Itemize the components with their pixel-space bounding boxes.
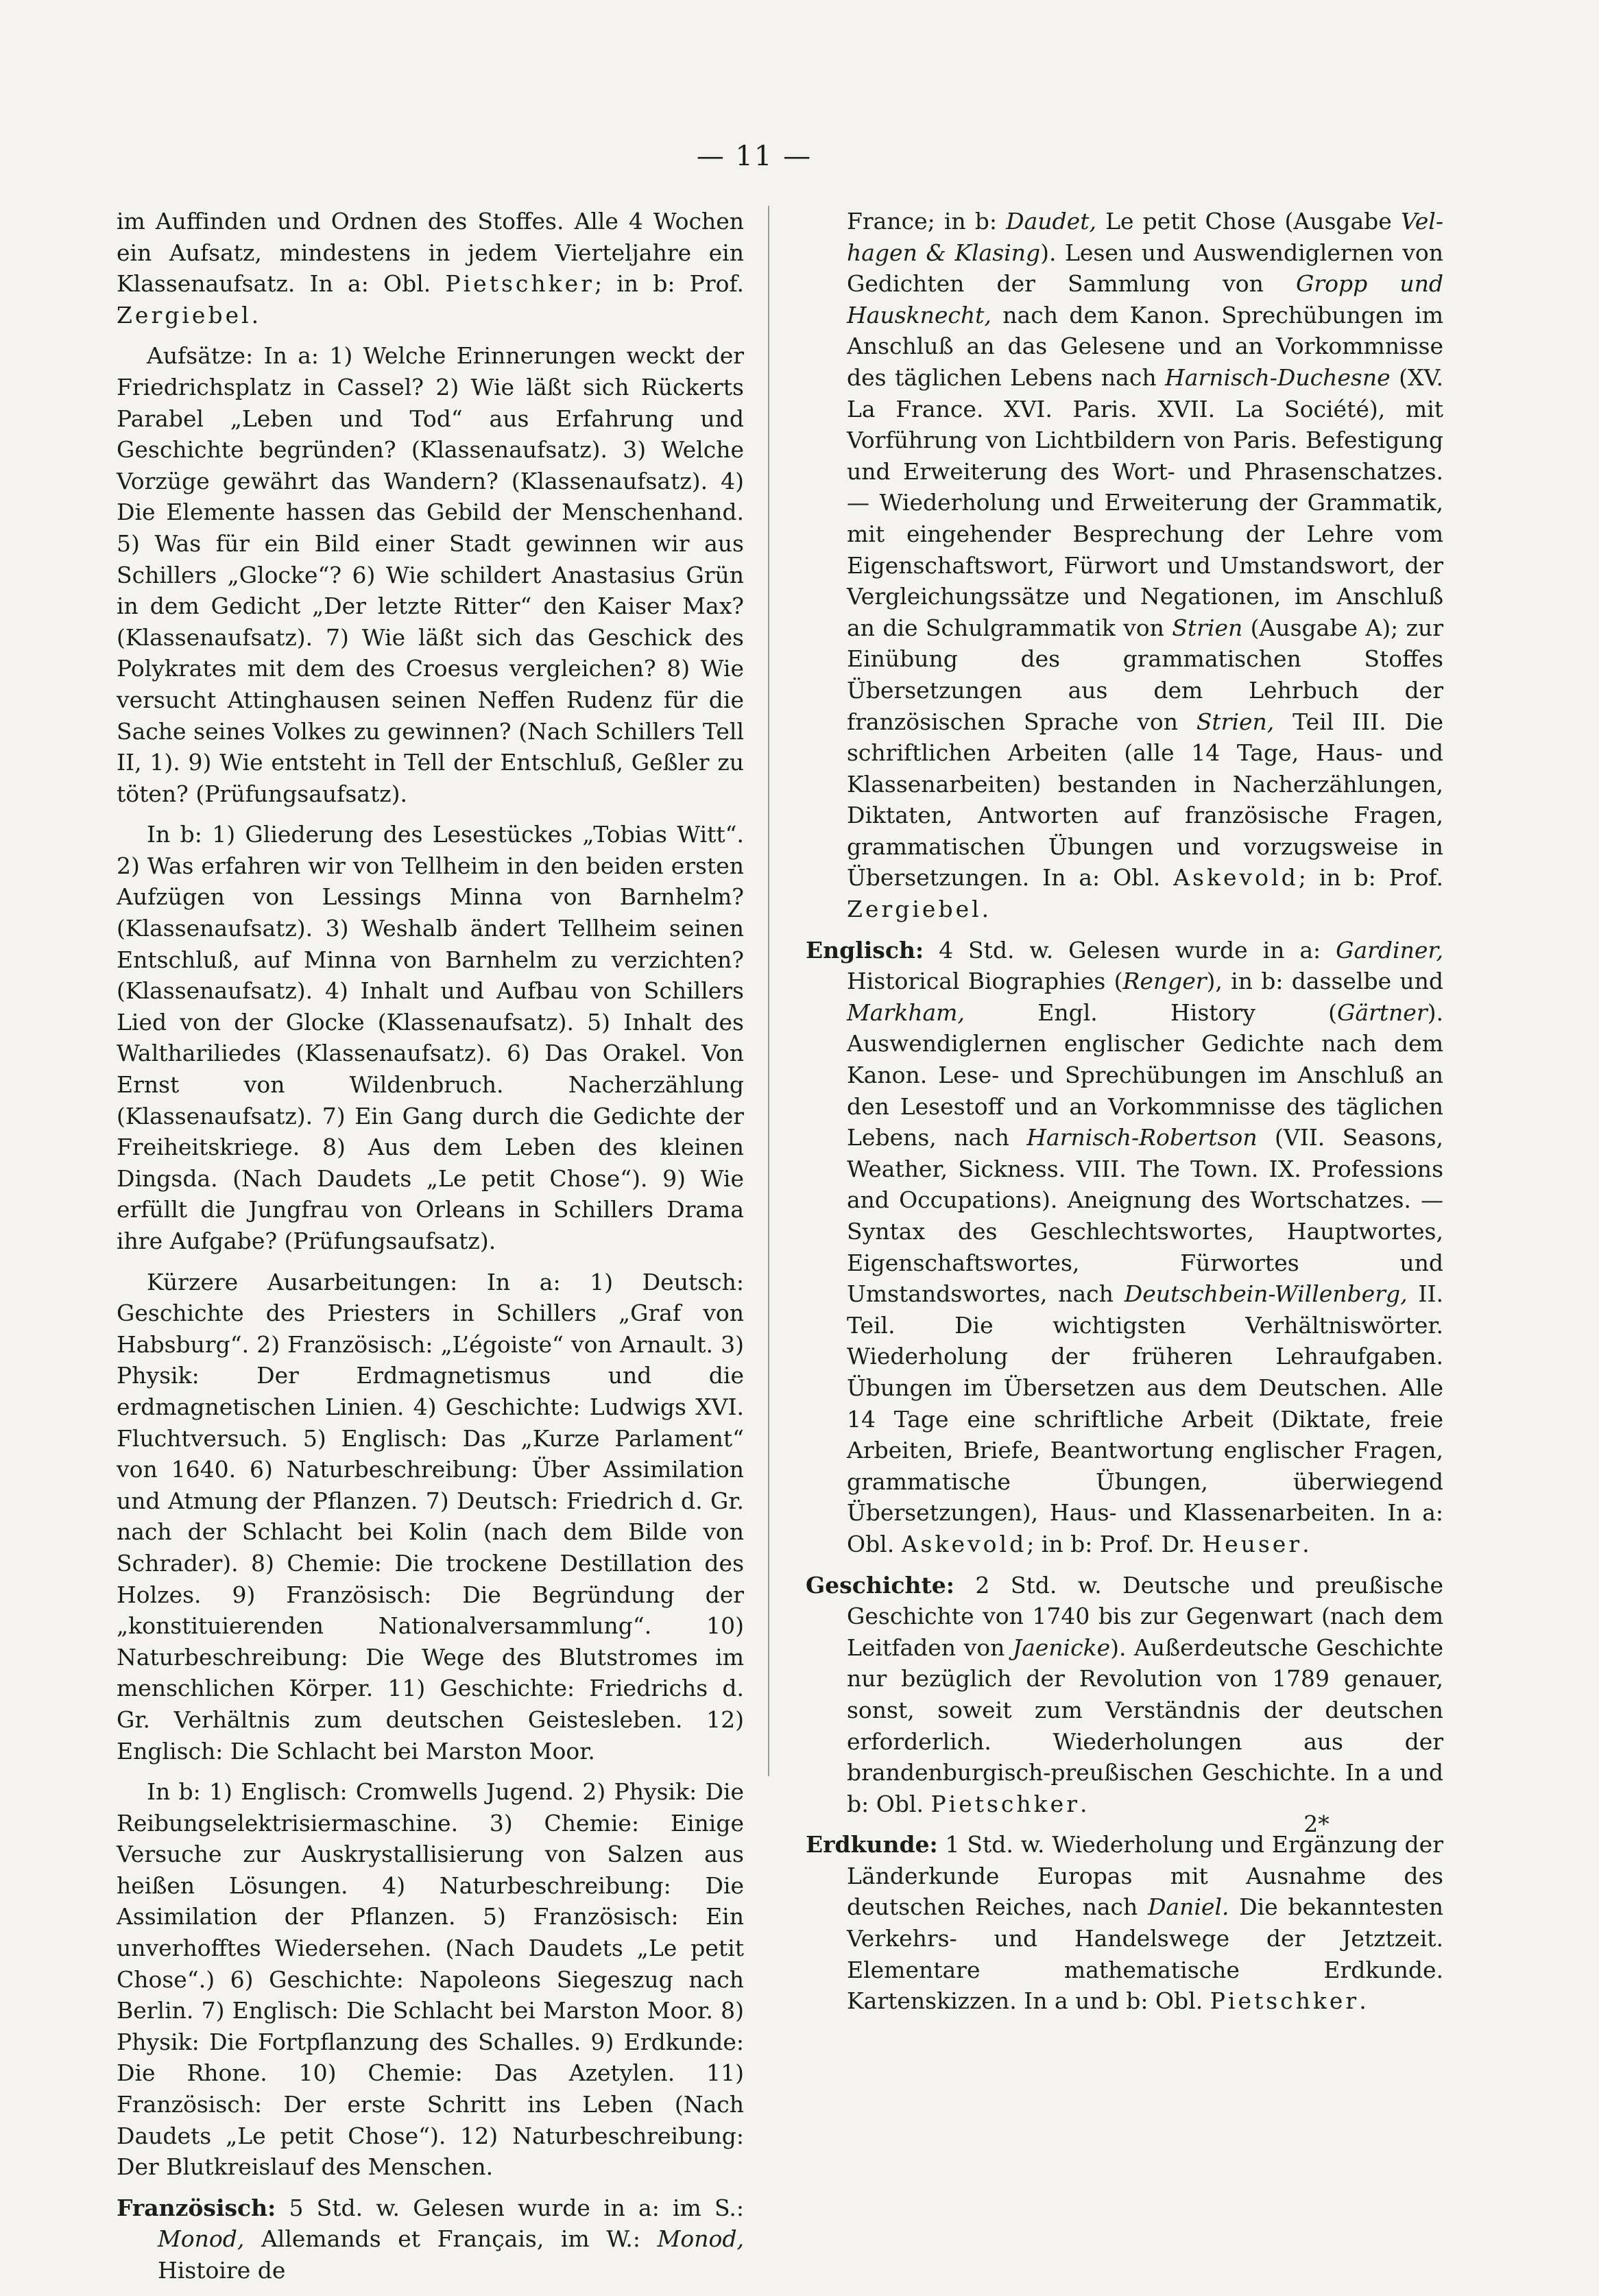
section-heading: Erdkunde: xyxy=(806,1831,938,1858)
paragraph-franzoesisch-cont: France; in b: Daudet, Le petit Chose (Ausgabe Velhagen & Klasing). Lesen und Auswendiglernen von Gedichten der Sammlung von Gropp und Hausknecht, nach dem Kanon. Sprechübungen im Anschluß an das Gelesene und an Vorkommnisse des täglichen Lebens nach Harnisch-Duchesne (XV. La France. XVI. Paris. XVII. La Société), mit Vorführung von Lichtbildern von Paris. Befestigung und Erweiterung des Wort- und Phrasenschatzes. — Wiederholung und Erweiterung der Grammatik, mit eingehender Besprechung der Lehre vom Eigenschaftswort, Fürwort und Umstandswort, der Vergleichungssätze und Negationen, im Anschluß an die Schulgrammatik von Strien (Ausgabe A); zur Einübung des grammatischen Stoffes Übersetzungen aus dem Lehrbuch der französischen Sprache von Strien, Teil III. Die schriftlichen Arbeiten (alle 14 Tage, Haus- und Klassenarbeiten) bestanden in Nacherzählungen, Diktaten, Antworten auf französische Fragen, grammatischen Übungen und vorzugsweise in Übersetzungen. In a: Obl. Askevold; in b: Prof. Zergiebel. xyxy=(847,208,1444,923)
section-erdkunde: Erdkunde: 1 Std. w. Wiederholung und Ergänzung der Länderkunde Europas mit Ausnahme des deutschen Reiches, nach Daniel. Die bekanntesten Verkehrs- und Handelswege der Jetztzeit. Elementare mathematische Erdkunde. Kartenskizzen. In a und b: Obl. Pietschker. xyxy=(806,1831,1444,2015)
section-heading: Französisch: xyxy=(117,2194,276,2221)
section-heading: Englisch: xyxy=(806,936,924,964)
section-franzoesisch: Französisch: 5 Std. w. Gelesen wurde in a: im S.: Monod, Allemands et Français, im W.: Monod, Histoire de xyxy=(117,2194,744,2284)
paragraph-aufsaetze-b: In b: 1) Gliederung des Lesestückes „Tobias Witt“. 2) Was erfahren wir von Tellheim in den beiden ersten Aufzügen von Lessings Minna von Barnhelm? (Klassenaufsatz). 3) Weshalb ändert Tellheim seinen Entschluß, auf Minna von Barnhelm zu verzichten? (Klassenaufsatz). 4) Inhalt und Aufbau von Schillers Lied von der Glocke (Klassenaufsatz). 5) Inhalt des Walthariliedes (Klassenaufsatz). 6) Das Orakel. Von Ernst von Wildenbruch. Nacherzählung (Klassenaufsatz). 7) Ein Gang durch die Gedichte der Freiheitskriege. 8) Aus dem Leben des kleinen Dingsda. (Nach Daudets „Le petit Chose“). 9) Wie erfüllt die Jungfrau von Orleans in Schillers Drama ihre Aufgabe? (Prüfungsaufsatz). xyxy=(117,821,744,1254)
left-column xyxy=(117,206,744,2296)
paragraph-aufsatz-intro: im Auffinden und Ordnen des Stoffes. Alle 4 Wochen ein Aufsatz, mindestens in jedem Vierteljahre ein Klassenaufsatz. In a: Obl. Pietschker; in b: Prof. Zergiebel. xyxy=(117,208,745,328)
column-divider xyxy=(768,206,769,1776)
section-geschichte: Geschichte: 2 Std. w. Deutsche und preußische Geschichte von 1740 bis zur Gegenwart (nach dem Leitfaden von Jaenicke). Außerdeutsche Geschichte nur bezüglich der Revolution von 1789 genauer, sonst, soweit zum Verständnis der deutschen erforderlich. Wiederholungen aus der brandenburgisch-preußischen Geschichte. In a und b: Obl. Pietschker. xyxy=(806,1571,1443,1817)
paragraph-kuerzere-b: In b: 1) Englisch: Cromwells Jugend. 2) Physik: Die Reibungselektrisiermaschine. 3) Chemie: Einige Versuche zur Auskrystallisierung von Salzen aus heißen Lösungen. 4) Naturbeschreibung: Die Assimilation der Pflanzen. 5) Französisch: Ein unverhofftes Wiedersehen. (Nach Daudets „Le petit Chose“.) 6) Geschichte: Napoleons Siegeszug nach Berlin. 7) Englisch: Die Schlacht bei Marston Moor. 8) Physik: Die Fortpflanzung des Schalles. 9) Erdkunde: Die Rhone. 10) Chemie: Das Azetylen. 11) Französisch: Der erste Schritt ins Leben (Nach Daudets „Le petit Chose“). 12) Naturbeschreibung: Der Blutkreislauf des Menschen. xyxy=(117,1778,744,2181)
right-column xyxy=(806,206,1443,2026)
page-number: — 11 — xyxy=(696,141,813,172)
signature-mark: 2* xyxy=(1303,1810,1330,1837)
paragraph-kuerzere-a: Kürzere Ausarbeitungen: In a: 1) Deutsch: Geschichte des Priesters in Schillers „Graf von Habsburg“. 2) Französisch: „L’égoiste“ von Arnault. 3) Physik: Der Erdmagnetismus und die erdmagnetischen Linien. 4) Geschichte: Ludwigs XVI. Fluchtversuch. 5) Englisch: Das „Kurze Parlament“ von 1640. 6) Naturbeschreibung: Über Assimilation und Atmung der Pflanzen. 7) Deutsch: Friedrich d. Gr. nach der Schlacht bei Kolin (nach dem Bilde von Schrader). 8) Chemie: Die trockene Destillation des Holzes. 9) Französisch: Die Begründung der „konstituierenden Nationalversammlung“. 10) Naturbeschreibung: Die Wege des Blutstromes im menschlichen Körper. 11) Geschichte: Friedrichs d. Gr. Verhältnis zum deutschen Geistesleben. 12) Englisch: Die Schlacht bei Marston Moor. xyxy=(117,1268,744,1765)
section-heading: Geschichte: xyxy=(806,1571,954,1599)
section-englisch: Englisch: 4 Std. w. Gelesen wurde in a: Gardiner, Historical Biographies (Renger), in b: dasselbe und Markham, Engl. History (Gärtner). Auswendiglernen englischer Gedichte nach dem Kanon. Lese- und Sprechübungen im Anschluß an den Lesestoff und an Vorkommnisse des täglichen Lebens, nach Harnisch-Robertson (VII. Seasons, Weather, Sickness. VIII. The Town. IX. Professions and Occupations). Aneignung des Wortschatzes. — Syntax des Geschlechtswortes, Hauptwortes, Eigenschaftswortes, Fürwortes und Umstandswortes, nach Deutschbein-Willenberg, II. Teil. Die wichtigsten Verhältniswörter. Wiederholung der früheren Lehraufgaben. Übungen im Übersetzen aus dem Deutschen. Alle 14 Tage eine schriftliche Arbeit (Diktate, freie Arbeiten, Briefe, Beantwortung englischer Fragen, grammatische Übungen, überwiegend Übersetzungen), Haus- und Klassenarbeiten. In a: Obl. Askevold; in b: Prof. Dr. Heuser. xyxy=(806,936,1443,1557)
paragraph-aufsaetze-a: Aufsätze: In a: 1) Welche Erinnerungen weckt der Friedrichsplatz in Cassel? 2) Wie läßt sich Rückerts Parabel „Leben und Tod“ aus Erfahrung und Geschichte begründen? (Klassenaufsatz). 3) Welche Vorzüge gewährt das Wandern? (Klassenaufsatz). 4) Die Elemente hassen das Gebild der Menschenhand. 5) Was für ein Bild einer Stadt gewinnen wir aus Schillers „Glocke“? 6) Wie schildert Anastasius Grün in dem Gedicht „Der letzte Ritter“ den Kaiser Max? (Klassenaufsatz). 7) Wie läßt sich das Geschick des Polykrates mit dem des Croesus vergleichen? 8) Wie versucht Attinghausen seinen Neffen Rudenz für die Sache seines Volkes zu gewinnen? (Nach Schillers Tell II, 1). 9) Wie entsteht in Tell der Entschluß, Geßler zu töten? (Prüfungsaufsatz). xyxy=(117,342,744,807)
